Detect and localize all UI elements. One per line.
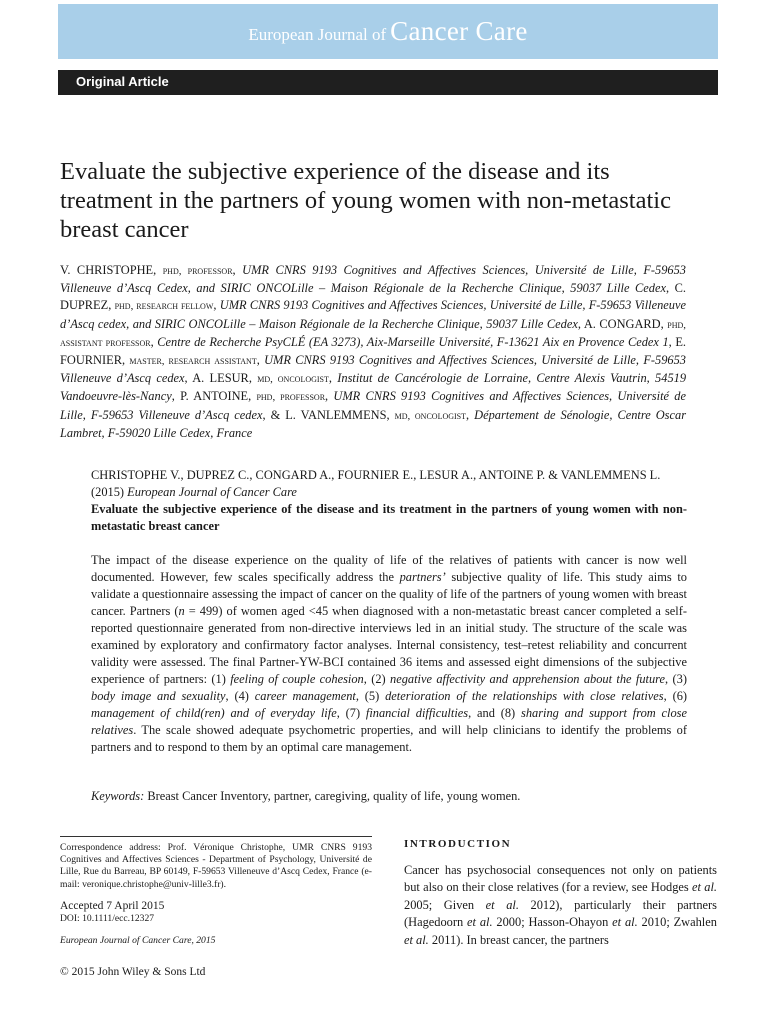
intro-text: 2005; Given (404, 897, 475, 912)
dimension-label: career management (254, 689, 356, 703)
doi: DOI: 10.1111/ecc.12327 (60, 913, 155, 924)
dimension-label: body image and sexuality (91, 689, 226, 703)
journal-footer: European Journal of Cancer Care, 2015 (60, 935, 216, 946)
keywords-text: Breast Cancer Inventory, partner, caregiving, quality of life, young women. (147, 789, 521, 803)
author-degree: phd, research fellow (114, 300, 214, 313)
abstract-text: = 499) of women aged <45 when diagnosed with a non-metastatic breast cancer completed a self-reported questionnaire generated from non-directive interviews led in an initial study. The structure of the scale was examined by exploratory and confirmatory factor analyses. Internal consistency, test–retest reliability and concurrent validity were assessed. The final Partner-YW-BCI contained 36 items and assessed eight dimensions of the subjective experience of partners: (91, 604, 687, 686)
author-name: L. VANLEMMENS (285, 407, 387, 422)
footnote-rule (60, 836, 372, 837)
author-affiliation: Centre de Recherche PsyCLÉ (EA 3273), Aix-Marseille Université, F-13621 Aix en Provence Cedex 1 (157, 334, 669, 349)
abstract: The impact of the disease experience on the quality of life of the relatives of patients with cancer is now well documented. However, few scales specifically address the partners’ subjective quality of life. This study aims to validate a questionnaire assessing the impact of cancer on the quality of life of the partners of young women with breast cancer. Partners (n = 499) of women aged <45 when diagnosed with a non-metastatic breast cancer completed a self-reported questionnaire generated from non-directive interviews led in an initial study. The structure of the scale was examined by exploratory and confirmatory factor analyses. Internal consistency, test–retest reliability and concurrent validity were assessed. The final Partner-YW-BCI contained 36 items and assessed eight dimensions of the subjective experience of partners: (1) feeling of couple cohesion, (2) negative affectivity and apprehension about the future, (3) body image and sexuality, (4) career management, (5) deterioration of the relationships with close relatives, (6) management of child(ren) and of everyday life, (7) financial difficulties, and (8) sharing and support from close relatives. The scale showed adequate psychometric properties, and will help clinicians to identify the problems of partners and to respond to them by an optimal care management. (91, 553, 688, 754)
author-name: P. ANTOINE (180, 389, 249, 404)
intro-etal: et al. (467, 915, 493, 930)
intro-text: 2011). In breast cancer, the partners (431, 932, 609, 947)
journal-banner (58, 4, 718, 59)
author-affiliation: UMR CNRS 9193 Cognitives and Affectives Sciences, Université de Lille, F-59653 Villeneuve d’Ascq cedex (60, 353, 686, 386)
intro-text: 2000; Hasson-Ohayon (496, 915, 609, 930)
correspondence: Correspondence address: Prof. Véronique Christophe, UMR CNRS 9193 Cognitives and Affectives Sciences - Department of Psychology, Université de Lille, Rue du Barreau, BP 60149, F-59653 Villeneuve d’Ascq Cedex, France (e-mail: veronique.christophe@univ-lille3.fr). (60, 842, 372, 890)
dimension-number: (2) (371, 672, 386, 686)
author-affiliation: UMR CNRS 9193 Cognitives and Affectives Sciences, Université de Lille, F-59653 Villeneuve d’Ascq cedex, and SIRIC ONCOLille – Maison Régionale de la Recherche Clinique, 59037 Lille Cedex (60, 298, 687, 331)
author-affiliation: Institut de Cancérologie de Lorraine, Centre Alexis Vautrin, 54519 Vandoeuvre-lès-Nancy (60, 371, 687, 404)
citation-journal: European Journal of Cancer Care (127, 485, 297, 499)
journal-name: Cancer Care (390, 16, 528, 46)
abstract-text: The scale showed adequate psychometric properties, and will help clinicians to identify the problems of partners and to respond to them by an optimal care management. (91, 723, 687, 754)
abstract-text: The impact of the disease experience on the quality of life of the relatives of patients with cancer is now well documented. However, few scales specifically address the (91, 553, 687, 584)
intro-etal: et al. (485, 897, 519, 912)
dimension-number: (3) (672, 672, 687, 686)
intro-text: 2010; Zwahlen (641, 915, 717, 930)
author-affiliation: UMR CNRS 9193 Cognitives and Affectives Sciences, Université de Lille, F-59653 Villeneuve d’Ascq cedex (60, 389, 686, 422)
section-label: Original Article (76, 74, 169, 89)
dimension-number: (5) (364, 689, 380, 703)
dimension-label: deterioration of the relationships with close relatives (385, 689, 664, 703)
author-degree: phd, assistant professor (60, 318, 687, 349)
dimension-number: (7) (345, 706, 361, 720)
dimension-label: management of child(ren) and of everyday life (91, 706, 337, 720)
author-degree: md, oncologist (394, 409, 467, 422)
keywords-label: Keywords: (91, 789, 145, 803)
keywords (91, 789, 687, 804)
intro-text: 2012), particularly their partners (Hagedoorn (404, 897, 717, 930)
dimension-number: and (8) (477, 706, 516, 720)
author-affiliation: UMR CNRS 9193 Cognitives and Affectives Sciences, Université de Lille, F-59653 Villeneuve d’Ascq Cedex, and SIRIC ONCOLille – Maison Régionale de la Recherche Clinique, 59037 Lille Cedex (60, 263, 686, 296)
author-degree: phd, professor (256, 391, 326, 404)
author-name: E. FOURNIER (60, 334, 686, 368)
intro-text: Cancer has psychosocial consequences not only on patients but also on their close relatives (for a review, see Hodges (404, 863, 717, 895)
section-bar (58, 70, 718, 95)
dimension-label: negative affectivity and apprehension about the future (390, 672, 666, 686)
copyright: © 2015 John Wiley & Sons Ltd (60, 966, 206, 978)
introduction-heading: INTRODUCTION (404, 838, 512, 850)
citation-authors: CHRISTOPHE V., DUPREZ C., CONGARD A., FOURNIER E., LESUR A., ANTOINE P. & VANLEMMENS L. (2015) (91, 468, 661, 499)
author-list: V. CHRISTOPHE, phd, professor, UMR CNRS 9193 Cognitives and Affectives Sciences, Université de Lille, F-59653 Villeneuve d’Ascq Cedex, and SIRIC ONCOLille – Maison Régionale de la Recherche Clinique, 59037 Lille Cedex, C. DUPREZ, phd, research fellow, UMR CNRS 9193 Cognitives and Affectives Sciences, Université de Lille, F-59653 Villeneuve d’Ascq cedex, and SIRIC ONCOLille – Maison Régionale de la Recherche Clinique, 59037 Lille Cedex, A. CONGARD, phd, assistant professor, Centre de Recherche PsyCLÉ (EA 3273), Aix-Marseille Université, F-13621 Aix en Provence Cedex 1, E. FOURNIER, master, research assistant, UMR CNRS 9193 Cognitives and Affectives Sciences, Université de Lille, F-59653 Villeneuve d’Ascq cedex, A. LESUR, md, oncologist, Institut de Cancérologie de Lorraine, Centre Alexis Vautrin, 54519 Vandoeuvre-lès-Nancy, P. ANTOINE, phd, professor, UMR CNRS 9193 Cognitives and Affectives Sciences, Université de Lille, F-59653 Villeneuve d’Ascq cedex, & L. VANLEMMENS, md, oncologist, Département de Sénologie, Centre Oscar Lambret, F-59020 Lille Cedex, France (60, 263, 687, 440)
article-title: Evaluate the subjective experience of the disease and its treatment in the partners of young women with non-metastatic breast cancer (60, 158, 671, 243)
abstract-text: subjective quality of life. This study aims to validate a questionnaire assessing the impact of cancer on the quality of life of the partners of young women with breast cancer. Partners ( (91, 570, 687, 618)
dimension-number: (6) (672, 689, 688, 703)
author-name: C. DUPREZ (60, 281, 687, 313)
intro-etal: et al. (692, 880, 717, 895)
intro-etal: et al. (404, 932, 429, 947)
author-name: V. CHRISTOPHE (60, 263, 154, 277)
author-degree: master, research assistant (129, 355, 257, 368)
dimension-label: financial difficulties (365, 706, 469, 720)
author-degree: md, oncologist (257, 373, 329, 386)
author-affiliation: Département de Sénologie, Centre Oscar Lambret, F-59020 Lille Cedex, France (60, 407, 687, 440)
intro-etal: et al. (612, 915, 638, 930)
introduction-text (404, 862, 717, 949)
dimension-label: sharing and support from close relatives (91, 706, 687, 737)
author-name: A. LESUR (192, 371, 249, 386)
journal-prefix: European Journal of (248, 25, 387, 44)
abstract-emphasis: partners’ (399, 570, 446, 584)
abstract-n: n (178, 604, 185, 618)
accepted-date: Accepted 7 April 2015 (60, 900, 165, 912)
author-name: A. CONGARD (583, 316, 661, 331)
citation-title: Evaluate the subjective experience of the disease and its treatment in the partners of young women with non-metastatic breast cancer (91, 502, 687, 533)
journal-title (58, 16, 718, 47)
author-degree: phd, professor (162, 265, 233, 277)
dimension-label: feeling of couple cohesion (230, 672, 364, 686)
dimension-number: (1) (211, 672, 226, 686)
dimension-number: (4) (234, 689, 249, 703)
citation-block (91, 467, 687, 535)
